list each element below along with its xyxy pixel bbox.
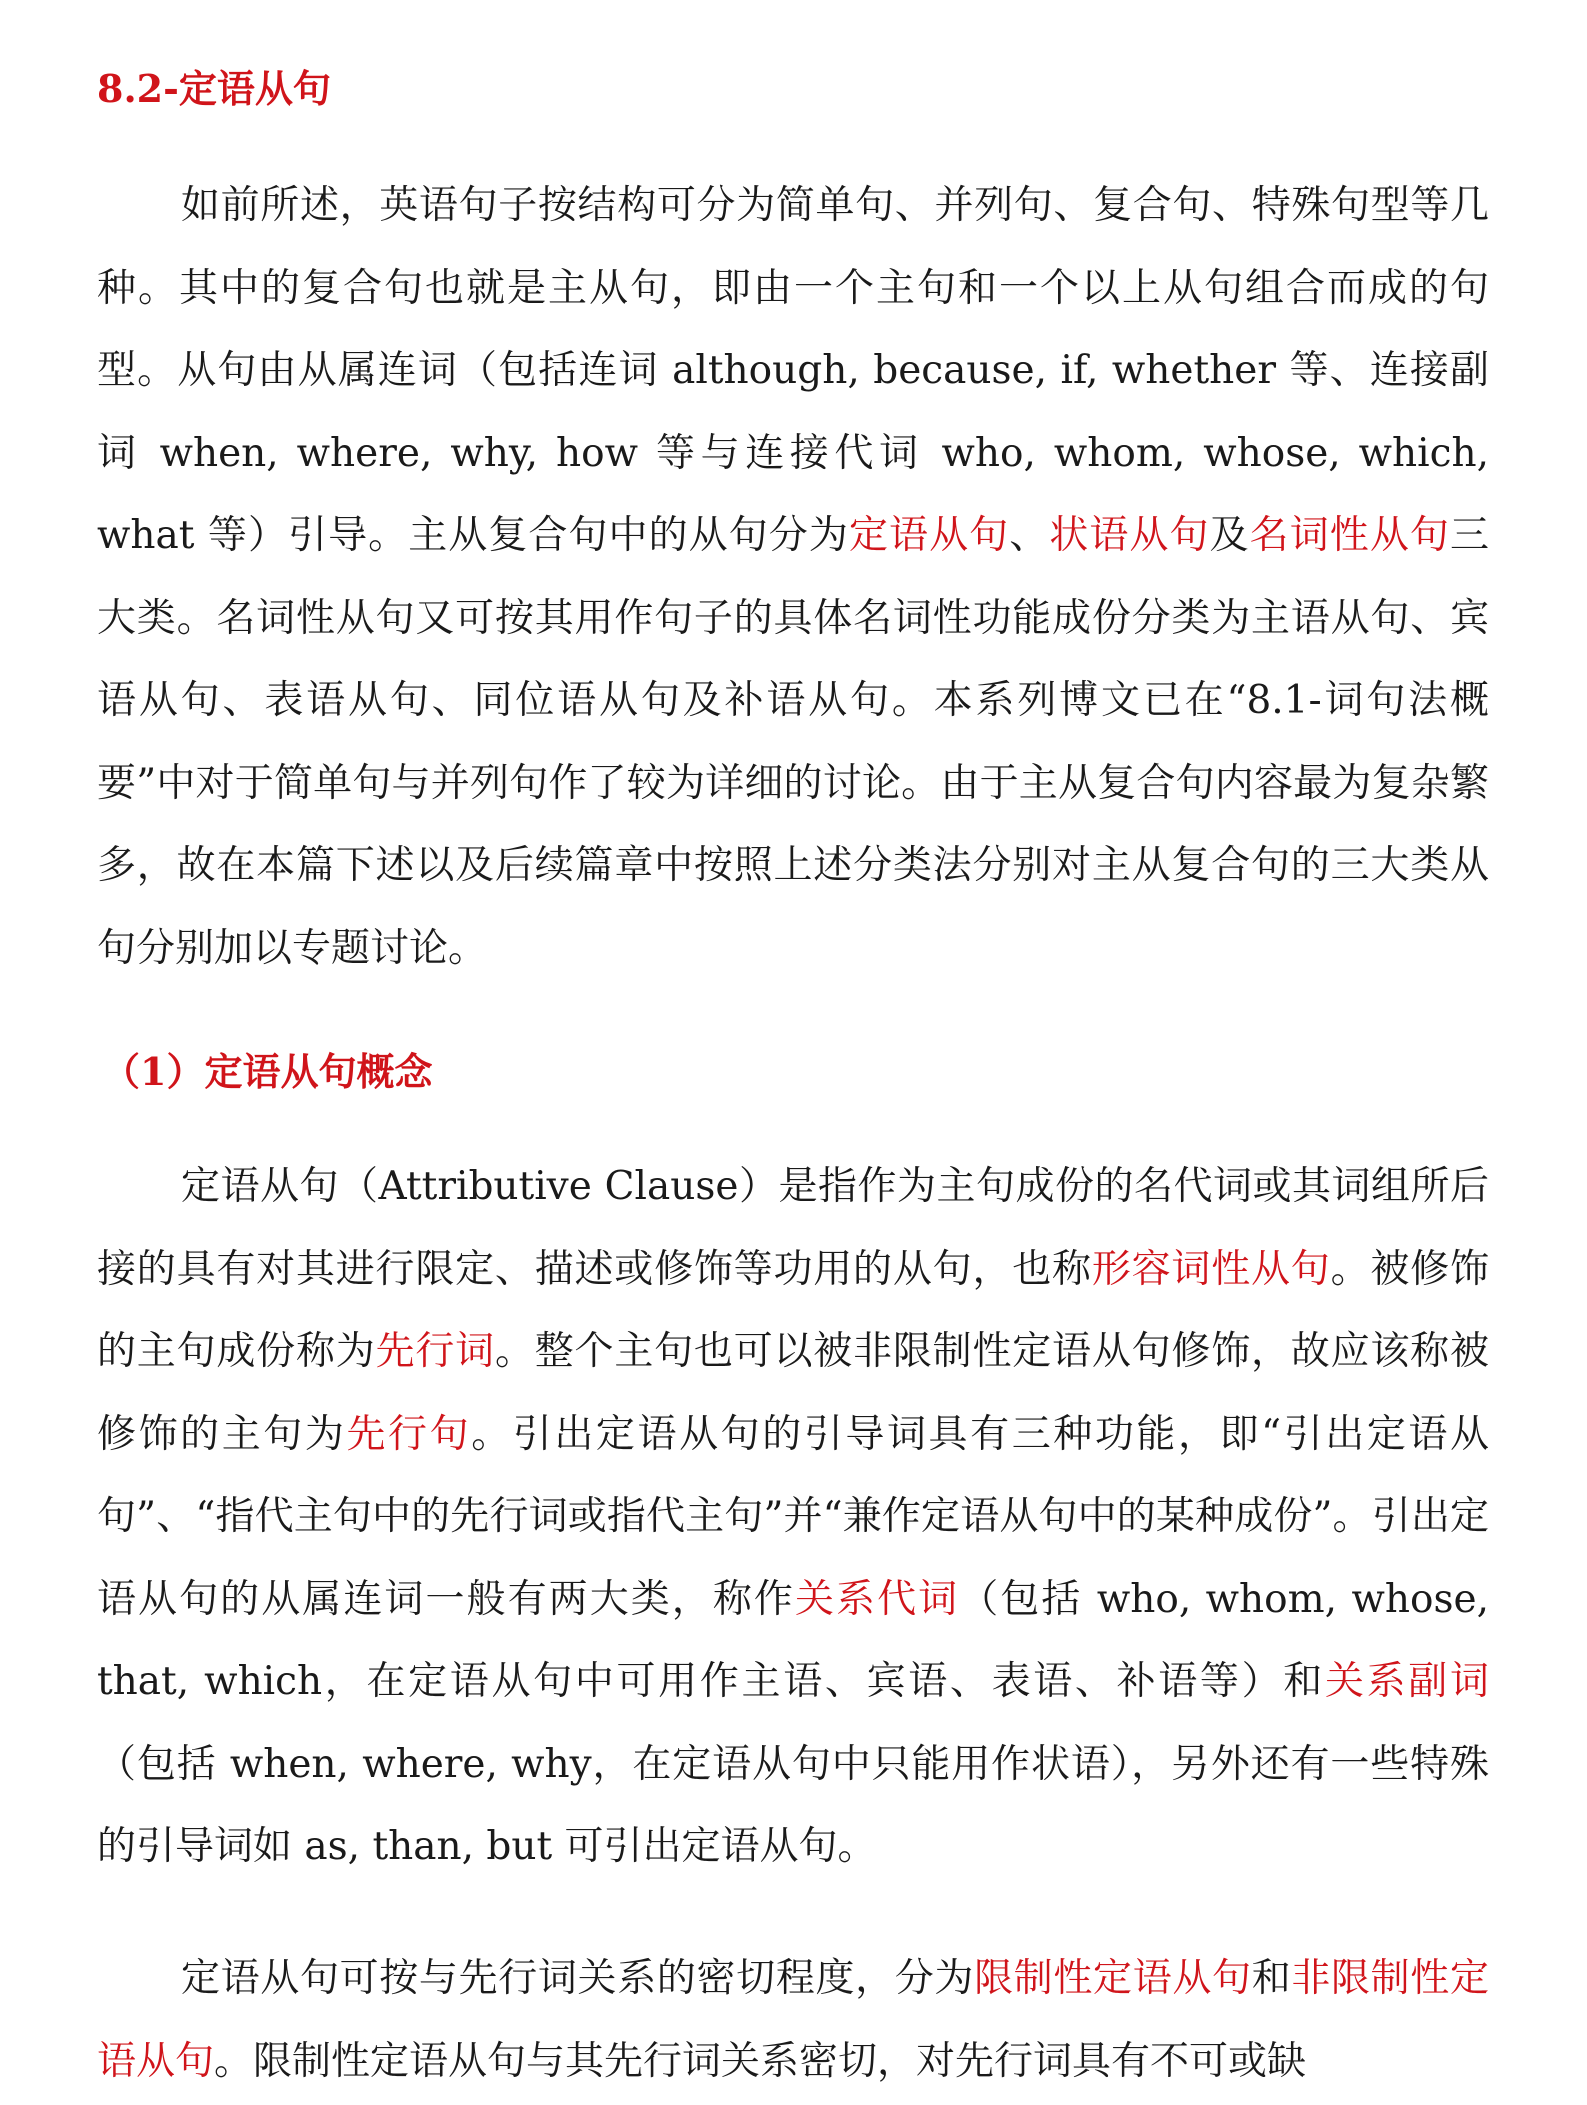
term-relative-pronoun: 关系代词 [794, 1576, 960, 1622]
term-relative-adverb: 关系副词 [1324, 1659, 1489, 1704]
concept-text-4: 。引出定语从句的引导词具有三种功能，即“引出定语从句”、“指代主句中的先行词或指代主句”并“兼作定语从句中的某种成份”。引出定语从句的从属连词一般有两大类，称作 [97, 1411, 1489, 1622]
intro-text-1: 如前所述，英语句子按结构可分为简单句、并列句、复合句、特殊句型等几种。其中的复合句也就是主从句，即由一个主句和一个以上从句组合而成的句型。从句由从属连词（包括连词 although, because, if, whether 等、连接副词 when, where, why, how 等与连接代词 who, whom, whose, which, what 等）引导。主从复合句中的从句分为 [97, 183, 1489, 558]
intro-separator-1: 、 [1009, 513, 1050, 558]
subsection-title: （1）定语从句概念 [102, 1049, 433, 1094]
concept-text-5: （包括 who, whom, whose, that, which，在定语从句中可用作主语、宾语、表语、补语等）和 [97, 1576, 1489, 1704]
types-text-1: 定语从句可按与先行词关系的密切程度，分为 [181, 1956, 975, 2001]
term-antecedent: 先行词 [375, 1329, 495, 1374]
concept-text-6: （包括 when, where, why，在定语从句中只能用作状语），另外还有一些特殊的引导词如 as, than, but 可引出定语从句。 [97, 1741, 1489, 1869]
term-adverbial-clause: 状语从句 [1049, 513, 1210, 558]
types-join: 和 [1251, 1956, 1292, 2001]
term-antecedent-clause: 先行句 [346, 1411, 472, 1457]
intro-text-2: 三大类。名词性从句又可按其用作句子的具体名词性功能成份分类为主语从句、宾语从句、表语从句、同位语从句及补语从句。本系列博文已在“8.1-词句法概要”中对于简单句与并列句作了较为详细的讨论。由于主从复合句内容最为复杂繁多，故在本篇下述以及后续篇章中按照上述分类法分别对主从复合句的三大类从句分别加以专题讨论。 [97, 513, 1489, 971]
section-title: 8.2-定语从句 [97, 66, 331, 111]
term-adjectival-clause: 形容词性从句 [1091, 1246, 1331, 1292]
concept-text-1: 定语从句（Attributive Clause）是指作为主句成份的名代词或其词组所后接的具有对其进行限定、描述或修饰等功用的从句，也称 [97, 1164, 1489, 1292]
intro-paragraph [97, 165, 1489, 990]
intro-separator-2: 及 [1209, 513, 1250, 558]
term-restrictive-clause: 限制性定语从句 [974, 1956, 1252, 2001]
types-paragraph [97, 1938, 1489, 2103]
concept-paragraph [97, 1146, 1489, 1889]
term-attributive-clause: 定语从句 [848, 513, 1010, 558]
concept-text-2: 。被修饰的主句成份称为 [97, 1246, 1489, 1374]
types-text-2: 。限制性定语从句与其先行词关系密切，对先行词具有不可或缺 [214, 2038, 1307, 2084]
concept-text-3: 。整个主句也可以被非限制性定语从句修饰，故应该称被修饰的主句为 [97, 1329, 1489, 1457]
term-nominal-clause: 名词性从句 [1249, 513, 1450, 558]
term-nonrestrictive-clause: 非限制性定语从句 [97, 1956, 1489, 2084]
